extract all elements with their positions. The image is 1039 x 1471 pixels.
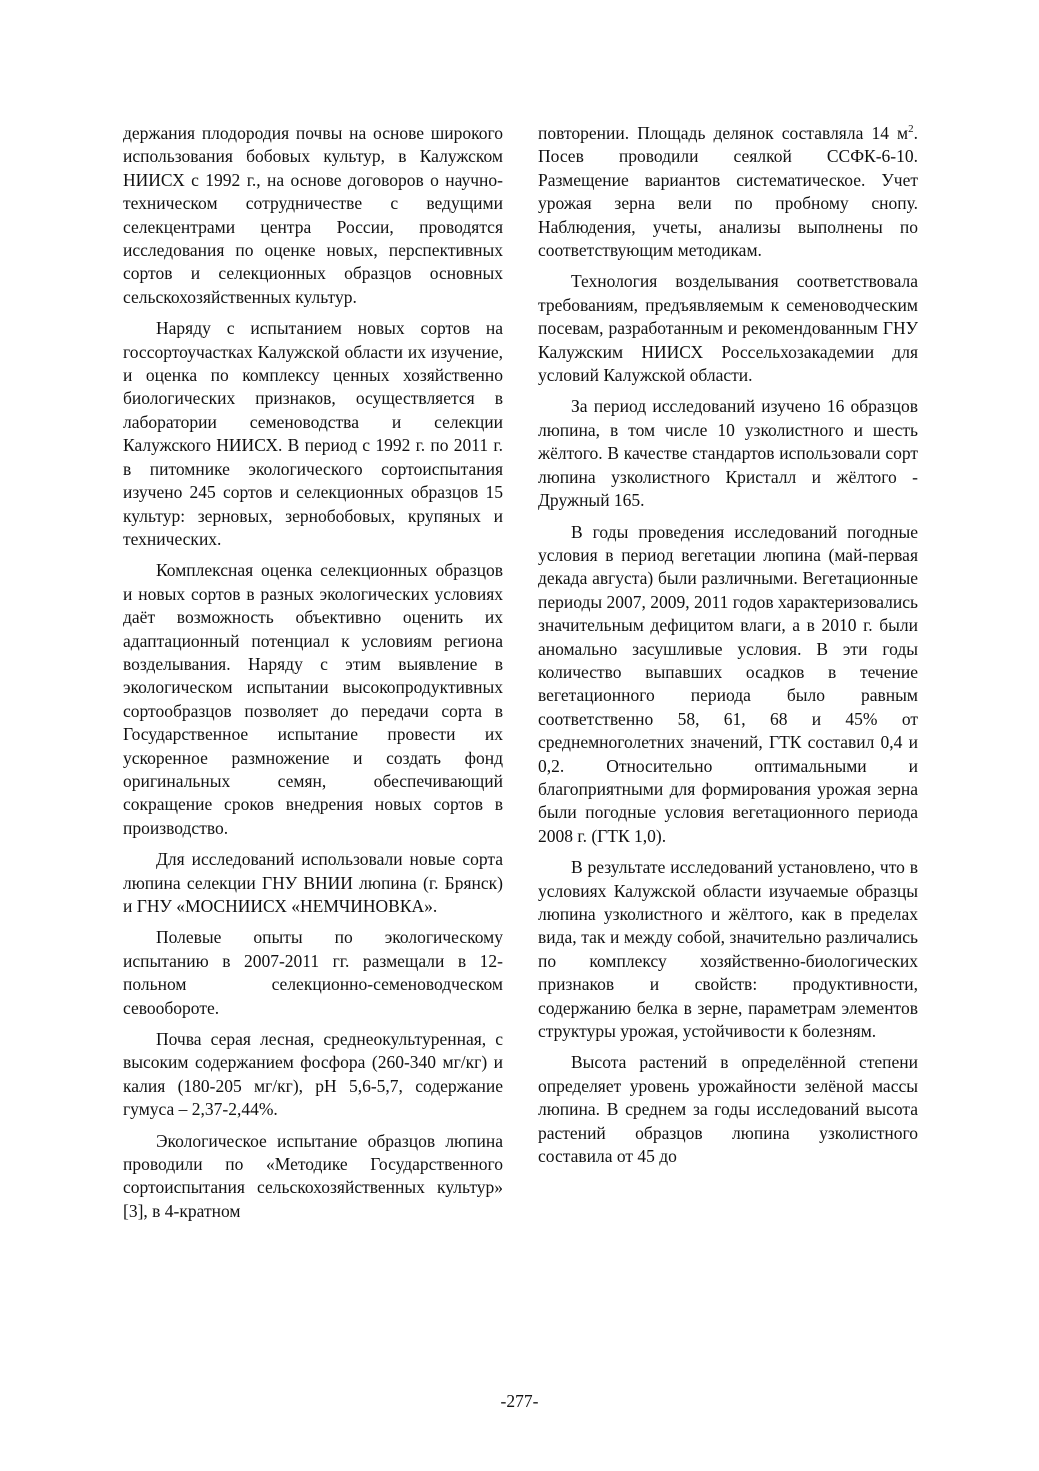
superscript-2: 2 bbox=[908, 123, 914, 136]
right-paragraph-4: В годы проведения исследований погодные условия в период вегетации люпина (май-первая декада августа) были различными. Вегетационные периоды 2007, 2009, 2011 годов характеризовались значительным дефицитом влаги, а в 2010 г. были аномально засушливые условия. В эти годы количество выпавших осадков в течение вегетационного периода было равным соответственно 58, 61, 68 и 45% от среднемноголетних значений, ГТК составил 0,4 и 0,2. Относительно оптимальными и благоприятными для формирования урожая зерна были погодные условия вегетационного периода 2008 г. (ГТК 1,0). bbox=[538, 521, 919, 846]
right-paragraph-2: Технология возделывания соответствовала требованиям, предъявляемым к семеноводческим посевам, разработанным и рекомендованным ГНУ Калужским НИИСХ Россельхозакадемии для условий Калужской области. bbox=[538, 271, 918, 386]
right-paragraph-6: Высота растений в определённой степени определяет уровень урожайности зелёной массы люпина. В среднем за годы исследований высота растений образцов люпина узколистного составила от 45 до bbox=[538, 1052, 918, 1167]
sowing-text: . Посев проводили сеялкой ССФК-6-10. Размещение вариантов систематическое. Учет урожая зерна вели по пробному снопу. Наблюдения, учеты, анализы выполнены по соответствующим методикам. bbox=[538, 123, 918, 261]
plot-area-text: повторении. Площадь делянок составляла 14 м bbox=[538, 123, 909, 143]
left-text-column bbox=[123, 122, 503, 1231]
left-paragraph-7: Экологическое испытание образцов люпина проводили по «Методике Государственного сортоиспытания сельскохозяйственных культур» [3], в 4-кратном bbox=[123, 1130, 503, 1221]
left-paragraph-2: Наряду с испытанием новых сортов на госсортоучастках Калужской области их изучение, и оценка по комплексу ценных хозяйственно биологических признаков, осуществляется в лаборатории семеноводства и селекции Калужского НИИСХ. В период с 1992 г. по 2011 г. в питомнике экологического сортоиспытания изучено 245 сортов и селекционных образцов 15 культур: зерновых, зернобобовых, крупяных и технических. bbox=[123, 318, 503, 549]
right-paragraph-1 bbox=[538, 122, 918, 262]
left-paragraph-5: Полевые опыты по экологическому испытанию в 2007-2011 гг. размещали в 12-польном селекционно-семеноводческом севообороте. bbox=[123, 927, 503, 1018]
right-paragraph-3: За период исследований изучено 16 образцов люпина, в том числе 10 узколистного и шесть жёлтого. В качестве стандартов использовали сорт люпина узколистного Кристалл и жёлтого - Дружный 165. bbox=[538, 396, 918, 511]
right-paragraph-5: В результате исследований установлено, что в условиях Калужской области изучаемые образцы люпина узколистного и жёлтого, как в пределах вида, так и между собой, значительно различались по комплексу хозяйственно-биологических признаков и свойств: продуктивности, содержанию белка в зерне, параметрам элементов структуры урожая, устойчивости к болезням. bbox=[538, 857, 918, 1042]
left-paragraph-4: Для исследований использовали новые сорта люпина селекции ГНУ ВНИИ люпина (г. Брянск) и ГНУ «МОСНИИСХ «НЕМЧИНОВКА». bbox=[123, 849, 503, 916]
left-paragraph-3: Комплексная оценка селекционных образцов и новых сортов в разных экологических условиях даёт возможность объективно оценить их адаптационный потенциал к условиям региона возделывания. Наряду с этим выявление в экологическом испытании высокопродуктивных сортообразцов позволяет до передачи сорта в Государственное испытание провести их ускоренное размножение и создать фонд оригинальных семян, обеспечивающий сокращение сроков внедрения новых сортов в производство. bbox=[123, 560, 503, 838]
left-paragraph-1: держания плодородия почвы на основе широкого использования бобовых культур, в Калужском НИИСХ с 1992 г., на основе договоров о научно-техническом сотрудничестве с ведущими селекцентрами центра России, проводятся исследования по оценке новых, перспективных сортов и селекционных образцов основных сельскохозяйственных культур. bbox=[123, 123, 503, 307]
left-paragraph-6: Почва серая лесная, среднеокультуренная, с высоким содержанием фосфора (260-340 мг/кг) и калия (180-205 мг/кг), рН 5,6-5,7, содержание гумуса – 2,37-2,44%. bbox=[123, 1029, 503, 1120]
right-text-column bbox=[538, 122, 918, 1176]
page-number: -277- bbox=[500, 1391, 539, 1411]
